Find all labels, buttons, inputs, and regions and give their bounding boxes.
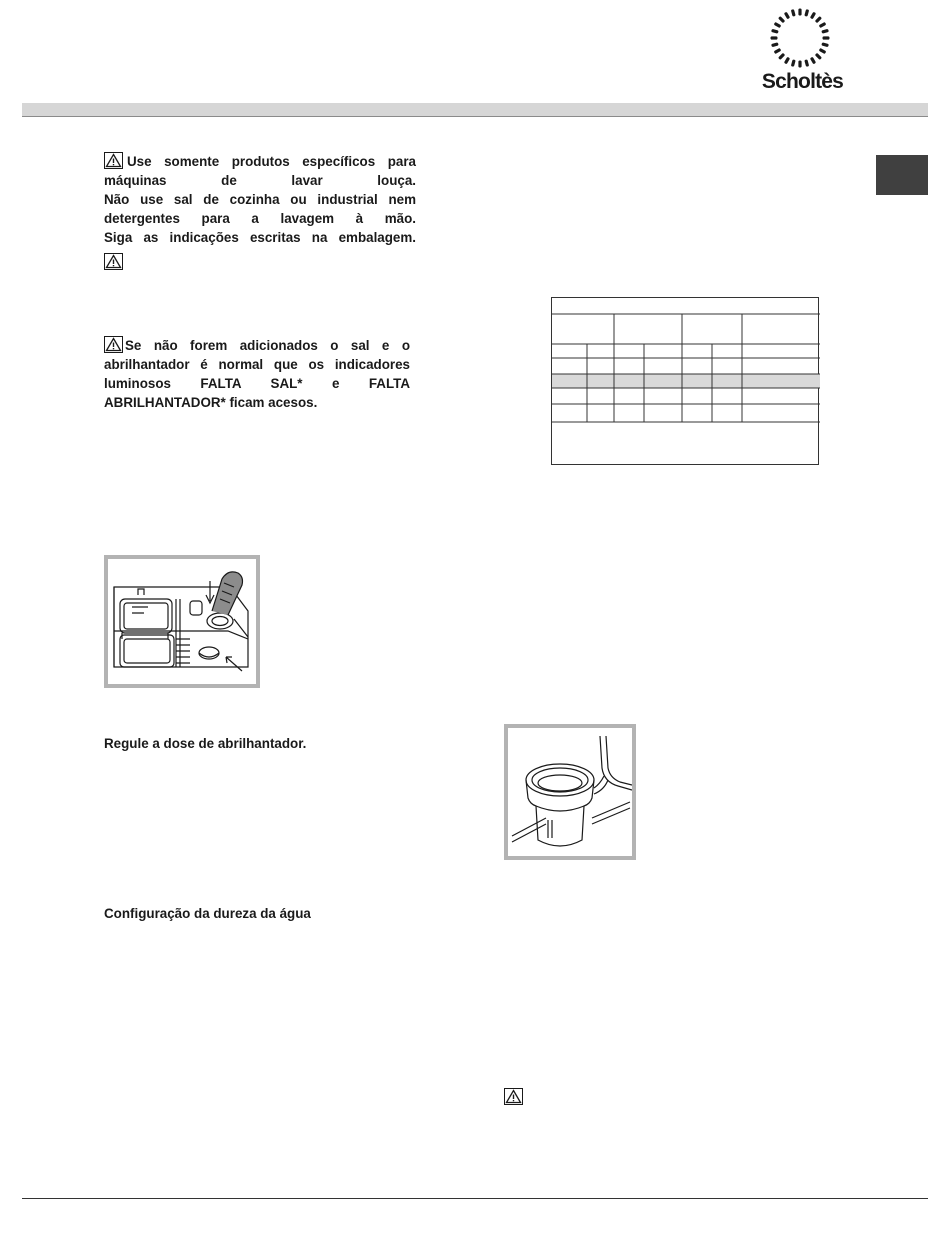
note-products-line-1 [104, 152, 416, 171]
sun-ray [778, 16, 785, 23]
note-indicators-line-2: abrilhantador é normal que os indicadores [104, 357, 410, 372]
sun-ray [821, 42, 829, 47]
water-hardness-table [551, 297, 819, 465]
sun-ray [774, 48, 782, 54]
sun-ray [771, 42, 779, 47]
note-indicators-text-1: Se não forem adicionados o sal e o [125, 338, 410, 353]
note-products-line-5: Siga as indicações escritas na embalagem. [104, 230, 416, 245]
sun-ray [815, 53, 822, 60]
sun-ray [774, 22, 782, 28]
sun-ray [771, 36, 778, 39]
warning-triangle-icon [104, 336, 123, 353]
sun-ray [791, 9, 796, 17]
sun-ray [823, 36, 830, 39]
sun-ray [771, 29, 779, 34]
note-products-text-1: Use somente produtos específicos para [127, 154, 416, 169]
note-products [104, 152, 416, 247]
language-tab [876, 155, 928, 195]
sun-ray [798, 9, 801, 16]
footer-rule [22, 1198, 928, 1199]
salt-reservoir-illustration [504, 724, 636, 860]
warning-triangle-icon [104, 253, 123, 270]
note-products-line-4: detergentes para a lavagem à mão. [104, 211, 416, 226]
sun-ray [810, 12, 816, 20]
sun-ray [821, 29, 829, 34]
warning-triangle-icon [104, 152, 123, 169]
brand-logo-text: Scholtès [761, 70, 844, 93]
heading-rinse-aid-dose: Regule a dose de abrilhantador. [104, 736, 307, 751]
note-products-line-2: máquinas de lavar louça. [104, 173, 416, 188]
note-indicators [104, 336, 410, 412]
note-indicators-line-1 [104, 336, 410, 355]
header-bar [22, 103, 928, 117]
sun-ray [819, 22, 827, 28]
sun-ray [784, 12, 790, 20]
note-products-line-3: Não use sal de cozinha ou industrial nem [104, 192, 416, 207]
sun-ray [810, 57, 816, 65]
brand-sun-icon [768, 6, 832, 70]
sun-ray [784, 57, 790, 65]
note-indicators-line-4: ABRILHANTADOR* ficam acesos. [104, 395, 318, 410]
sun-ray [804, 9, 809, 17]
rinse-aid-dispenser-illustration [104, 555, 260, 688]
heading-water-hardness: Configuração da dureza da água [104, 906, 311, 921]
warning-triangle-icon [504, 1088, 523, 1105]
sun-ray [778, 53, 785, 60]
sun-ray [804, 59, 809, 67]
sun-ray [798, 61, 801, 68]
sun-ray [815, 16, 822, 23]
note-indicators-line-3: luminosos FALTA SAL* e FALTA [104, 376, 410, 391]
sun-ray [819, 48, 827, 54]
sun-ray [791, 59, 796, 67]
